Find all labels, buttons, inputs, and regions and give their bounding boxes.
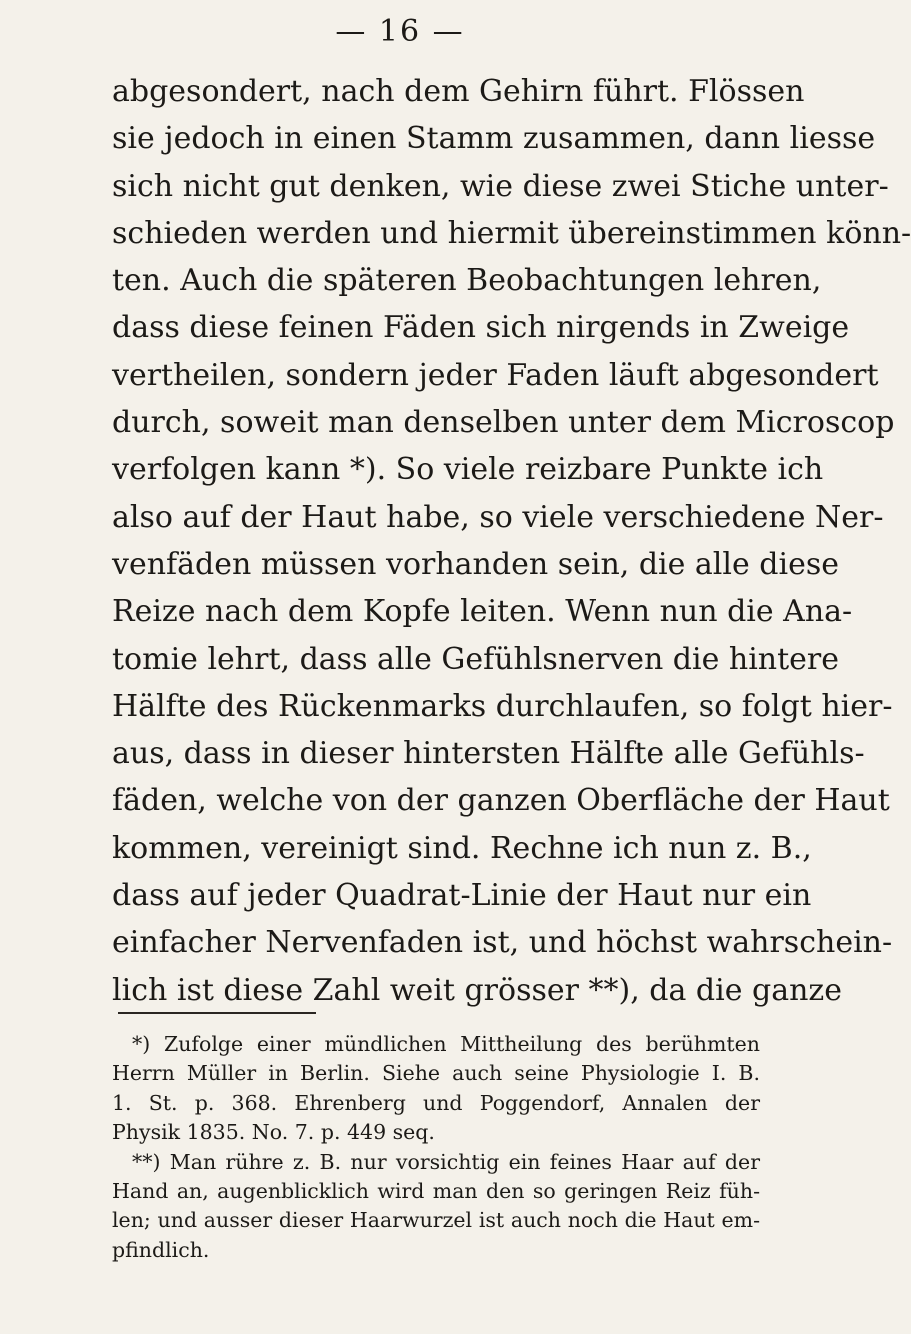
footnote-line: Hand an, augenblicklich wird man den so geringen Reiz füh- — [112, 1179, 760, 1204]
footnote-line: Physik 1835. No. 7. p. 449 seq. — [112, 1120, 435, 1145]
body-line: aus, dass in dieser hintersten Hälfte alle Gefühls- — [112, 736, 865, 772]
body-line: vertheilen, sondern jeder Faden läuft abgesondert — [112, 357, 879, 393]
body-line: venfäden müssen vorhanden sein, die alle diese — [112, 546, 839, 582]
body-line: ten. Auch die späteren Beobachtungen lehren, — [112, 263, 822, 299]
body-line: also auf der Haut habe, so viele verschiedene Ner- — [112, 499, 884, 535]
body-line: einfacher Nervenfaden ist, und höchst wahrschein- — [112, 925, 893, 961]
body-line: sich nicht gut denken, wie diese zwei Stiche unter- — [112, 168, 889, 204]
body-line: schieden werden und hiermit übereinstimmen könn- — [112, 215, 911, 251]
body-line: Hälfte des Rückenmarks durchlaufen, so folgt hier- — [112, 688, 893, 724]
footnote-line: 1. St. p. 368. Ehrenberg und Poggendorf, Annalen der — [112, 1090, 760, 1115]
body-line: abgesondert, nach dem Gehirn führt. Flössen — [112, 74, 805, 109]
page-number: — 16 — — [335, 14, 465, 49]
body-text — [112, 68, 911, 1014]
footnote-line: Herrn Müller in Berlin. Siehe auch seine Physiologie I. B. — [112, 1061, 760, 1086]
body-line: durch, soweit man denselben unter dem Microscop — [112, 405, 895, 441]
body-line: Reize nach dem Kopfe leiten. Wenn nun die Ana- — [112, 594, 853, 630]
footnote-divider — [118, 1012, 316, 1014]
footnotes — [112, 1030, 760, 1265]
footnote-line: **) Man rühre z. B. nur vorsichtig ein feines Haar auf der — [132, 1149, 760, 1174]
body-line: sie jedoch in einen Stamm zusammen, dann liesse — [112, 121, 876, 157]
footnote-line: pfindlich. — [112, 1237, 210, 1262]
body-line: lich ist diese Zahl weit grösser **), da die ganze — [112, 972, 842, 1008]
body-line: verfolgen kann *). So viele reizbare Punkte ich — [112, 452, 824, 488]
footnote-line: len; und ausser dieser Haarwurzel ist auch noch die Haut em- — [112, 1208, 760, 1233]
body-line: dass auf jeder Quadrat-Linie der Haut nur ein — [112, 878, 812, 914]
body-line: tomie lehrt, dass alle Gefühlsnerven die hintere — [112, 641, 840, 677]
body-line: dass diese feinen Fäden sich nirgends in Zweige — [112, 310, 850, 346]
body-line: fäden, welche von der ganzen Oberfläche der Haut — [112, 783, 890, 819]
footnote-line: *) Zufolge einer mündlichen Mittheilung des berühmten — [132, 1032, 760, 1056]
body-line: kommen, vereinigt sind. Rechne ich nun z. B., — [112, 830, 812, 866]
